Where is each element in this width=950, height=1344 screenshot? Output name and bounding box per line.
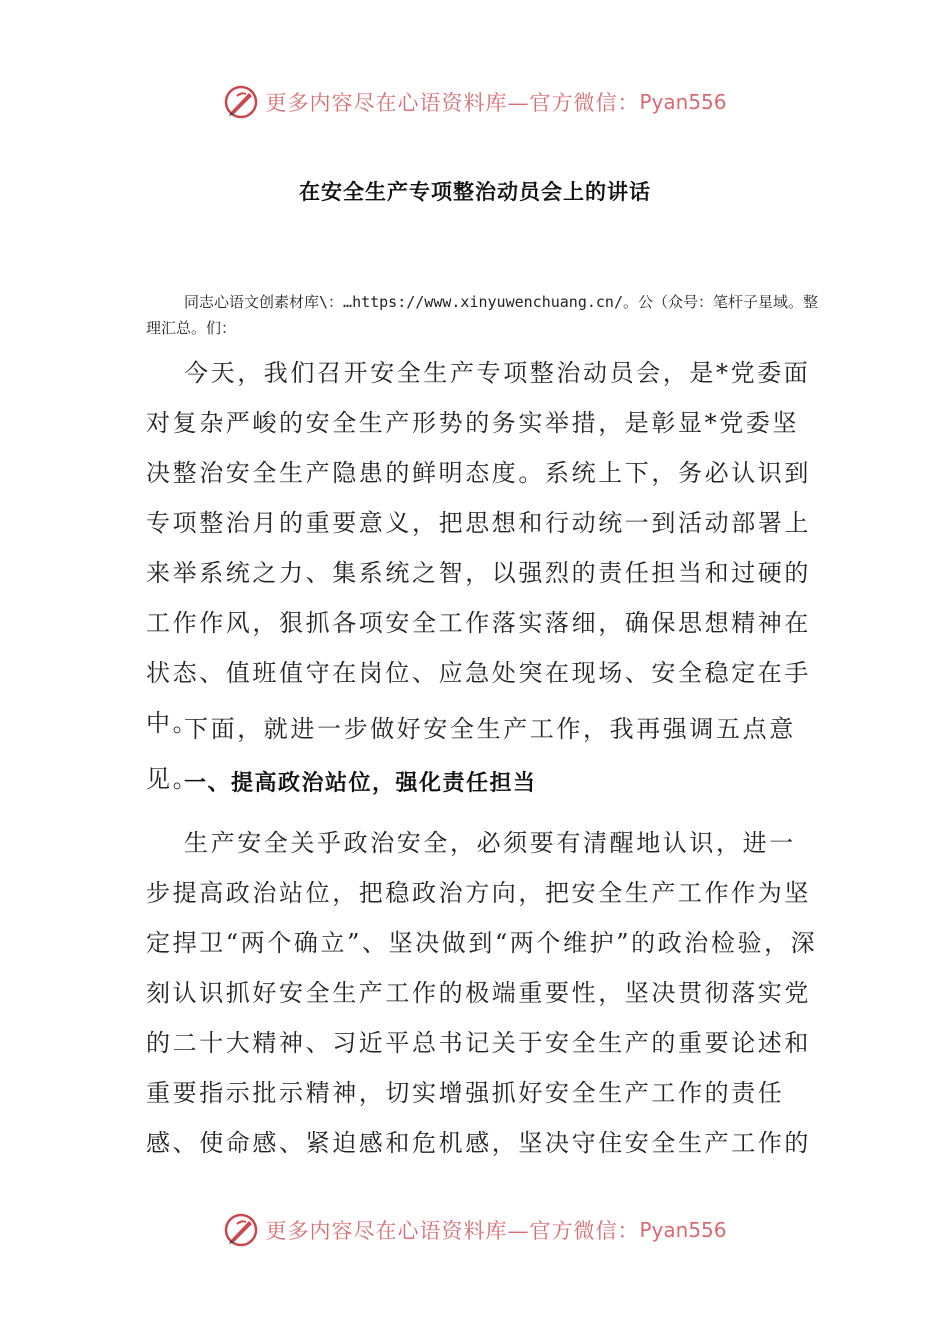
- banner-wechat-id: Pyan556: [639, 1218, 727, 1242]
- paragraph-section-1: 生产安全关乎政治安全，必须要有清醒地认识，进一步提高政治站位，把稳政治方向，把安全生产工作作为坚定捍卫“两个确立”、坚决做到“两个维护”的政治检验，深刻认识抓好安全生产工作的极端重要性，坚决贯彻落实党的二十大精神、习近平总书记关于安全生产的重要论述和重要指示批示精神，切实增强抓好安全生产工作的责任感、使命感、紧迫感和危机感，坚决守住安全生产工作的: [146, 829, 818, 1157]
- banner-wechat-id: Pyan556: [639, 90, 727, 114]
- pen-logo-icon: [223, 84, 259, 120]
- paragraph-intro: 今天，我们召开安全生产专项整治动员会，是*党委面对复杂严峻的安全生产形势的务实举措，是彰显*党委坚决整治安全生产隐患的鲜明态度。系统上下，务必认识到专项整治月的重要意义，把思想和行动统一到活动部署上来举系统之力、集系统之智，以强烈的责任担当和过硬的工作作风，狠抓各项安全工作落实落细，确保思想精神在状态、值班值守在岗位、应急处突在现场、安全稳定在手中。: [146, 359, 811, 737]
- source-note: 同志心语文创素材库\：…https://www.xinyuwenchuang.cn/。公（众号：笔杆子星域。整理汇总。们：: [146, 293, 818, 337]
- banner-text: 更多内容尽在心语资料库—官方微信：: [265, 91, 640, 115]
- header-banner: [0, 82, 950, 122]
- pen-logo-icon: [223, 1212, 259, 1248]
- footer-banner: [0, 1210, 950, 1250]
- section-heading-1: 一、提高政治站位，强化责任担当: [184, 771, 537, 796]
- document-title: 在安全生产专项整治动员会上的讲话: [299, 180, 651, 204]
- banner-text: 更多内容尽在心语资料库—官方微信：: [265, 1219, 640, 1243]
- paragraph-transition: 下面，就进一步做好安全生产工作，我再强调五点意见。: [146, 715, 796, 793]
